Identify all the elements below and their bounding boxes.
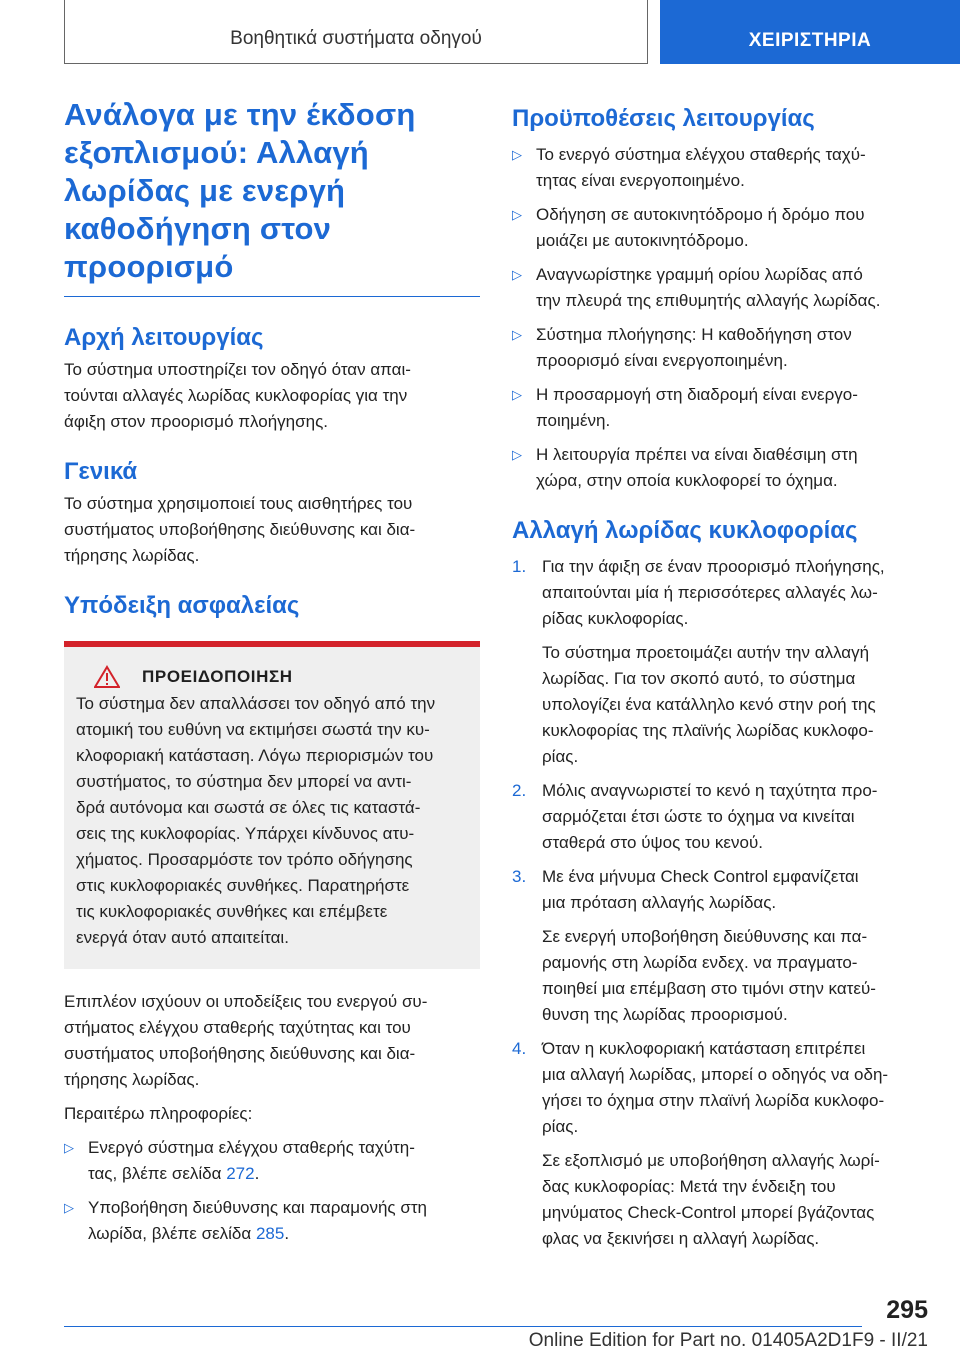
warning-text: [76, 691, 468, 951]
text-line: κυκλοφορίας της πλαϊνής λωρίδας κυκλοφο-: [542, 721, 874, 740]
header-chapter-tab[interactable]: ΧΕΙΡΙΣΤΗΡΙΑ: [660, 0, 960, 64]
step-paragraph: [542, 864, 876, 916]
step-paragraph: [542, 778, 877, 856]
step-number: 3.: [512, 867, 527, 886]
list-item: [512, 382, 928, 434]
heading-lane-change: Αλλαγή λωρίδας κυκλοφορίας: [512, 517, 858, 544]
step-paragraph: [542, 1036, 888, 1140]
title-line: λωρίδας με ενεργή: [64, 173, 346, 208]
footer-edition: Online Edition for Part no. 01405A2D1F9 - II/21: [528, 1330, 928, 1351]
text-line: δρά αυτόνομα και σωστά σε όλες τις καταστά-: [76, 798, 421, 817]
text-line: κλοφοριακή κατάσταση. Λόγω περιορισμών του: [76, 746, 434, 765]
list-item: [64, 1135, 480, 1187]
heading-principle: Αρχή λειτουργίας: [64, 324, 264, 351]
text-line: Μόλις αναγνωριστεί το κενό η ταχύτητα προ-: [542, 781, 878, 800]
text-punct: .: [254, 1164, 260, 1183]
text-line: υπολογίζει ένα κατάλληλο κενό στην ροή της: [542, 695, 876, 714]
title-line: εξοπλισμού: Αλλαγή: [64, 135, 369, 170]
reference-text: [88, 1195, 427, 1247]
left-column: [64, 96, 480, 1247]
reference-text: [88, 1135, 415, 1187]
text-line: τούνται αλλαγές λωρίδας κυκλοφορίας για την: [64, 386, 408, 405]
text-line: ρίας.: [542, 1117, 579, 1136]
text-line: Οδήγηση σε αυτοκινητόδρομο ή δρόμο που: [536, 205, 865, 224]
step-paragraph: [542, 554, 885, 632]
title-divider: [64, 296, 480, 297]
text-line: Σε ενεργή υποβοήθηση διεύθυνσης και πα-: [542, 927, 868, 946]
heading-prerequisites: Προϋποθέσεις λειτουργίας: [512, 105, 815, 132]
prerequisite-text: [536, 442, 858, 494]
text-line: Το σύστημα χρησιμοποιεί τους αισθητήρες του: [64, 494, 413, 513]
text-line: μια αλλαγή λωρίδας, μπορεί ο οδηγός να οδη-: [542, 1065, 889, 1084]
text-line: χώρα, στην οποία κυκλοφορεί το όχημα.: [536, 471, 838, 490]
text-line: Το ενεργό σύστημα ελέγχου σταθερής ταχύ-: [536, 145, 866, 164]
warning-title: ΠΡΟΕΙΔΟΠΟΙΗΣΗ: [142, 667, 293, 686]
text-line: ρίας.: [542, 747, 579, 766]
text-line: τήρησης λωρίδας.: [64, 1070, 200, 1089]
triangle-bullet-icon: ▷: [512, 147, 522, 162]
list-item: [512, 322, 928, 374]
text-line: ποιημένη.: [536, 411, 611, 430]
text-line: ατομική του ευθύνη να εκτιμήσει σωστά την κυ-: [76, 720, 430, 739]
page-link-285[interactable]: 285: [255, 1224, 285, 1243]
text-line: Το σύστημα προετοιμάζει αυτήν την αλλαγή: [542, 643, 870, 662]
step-number: 2.: [512, 781, 527, 800]
principle-text: [64, 357, 480, 435]
triangle-bullet-icon: ▷: [512, 267, 522, 282]
triangle-bullet-icon: ▷: [512, 207, 522, 222]
extra-notes-text: [64, 989, 480, 1093]
text-line: χήματος. Προσαρμόστε τον τρόπο οδήγησης: [76, 850, 413, 869]
reference-list: [64, 1135, 480, 1247]
text-line: τας, βλέπε σελίδα: [88, 1164, 227, 1183]
prerequisite-text: [536, 142, 866, 194]
page-number: 295: [886, 1296, 928, 1324]
text-line: Όταν η κυκλοφοριακή κατάσταση επιτρέπει: [542, 1039, 866, 1058]
text-line: ραμονής στη λωρίδα ενδεχ. να πραγματο-: [542, 953, 858, 972]
list-item: [512, 142, 928, 194]
text-line: Επιπλέον ισχύουν οι υποδείξεις του ενεργού συ-: [64, 992, 428, 1011]
text-line: άφιξη στον προορισμό πλοήγησης.: [64, 412, 328, 431]
step-number: 1.: [512, 557, 527, 576]
text-line: ποιηθεί μια επέμβαση στο τιμόνι στην κατεύ-: [542, 979, 876, 998]
text-line: μια πρόταση αλλαγής λωρίδας.: [542, 893, 777, 912]
text-line: στήματος ελέγχου σταθερής ταχύτητας και του: [64, 1018, 411, 1037]
step-paragraph: [542, 1148, 888, 1252]
step-body: [542, 778, 877, 856]
warning-box: [64, 641, 480, 969]
list-item: [512, 202, 928, 254]
text-line: φλας να ξεκινήσει η αλλαγή λωρίδας.: [542, 1229, 820, 1248]
section-principle: [64, 323, 480, 435]
step-number: 4.: [512, 1039, 527, 1058]
text-line: Σύστημα πλοήγησης: Η καθοδήγηση στον: [536, 325, 852, 344]
page-header: [0, 0, 960, 66]
text-line: Για την άφιξη σε έναν προορισμό πλοήγησης,: [542, 557, 885, 576]
heading-general: Γενικά: [64, 458, 138, 485]
list-item: [512, 442, 928, 494]
text-line: δας κυκλοφορίας: Μετά την ένδειξη του: [542, 1177, 836, 1196]
page-title: [64, 96, 480, 286]
heading-safety: Υπόδειξη ασφαλείας: [64, 592, 300, 619]
triangle-bullet-icon: ▷: [512, 387, 522, 402]
title-line: προορισμό: [64, 249, 234, 284]
text-line: Αναγνωρίστηκε γραμμή ορίου λωρίδας από: [536, 265, 863, 284]
text-punct: .: [284, 1224, 290, 1243]
header-section-title: Βοηθητικά συστήματα οδηγού: [230, 28, 482, 49]
step-body: [542, 864, 876, 1028]
text-line: απαιτούνται μία ή περισσότερες αλλαγές λω-: [542, 583, 878, 602]
text-line: Υποβοήθηση διεύθυνσης και παραμονής στη: [88, 1198, 427, 1217]
step-item: [512, 554, 928, 770]
text-line: Με ένα μήνυμα Check Control εμφανίζεται: [542, 867, 859, 886]
lane-change-steps: [512, 554, 928, 1252]
more-info-label: Περαιτέρω πληροφορίες:: [64, 1104, 253, 1123]
step-body: [542, 554, 885, 770]
text-line: την πλευρά της επιθυμητής αλλαγής λωρίδας.: [536, 291, 881, 310]
text-line: σεις της κυκλοφορίας. Υπάρχει κίνδυνος ατυ-: [76, 824, 415, 843]
text-line: τις κυκλοφοριακές συνθήκες και επέμβετε: [76, 902, 388, 921]
section-general: [64, 457, 480, 569]
text-line: γήσει το όχημα στην πλαϊνή λωρίδα κυκλοφο-: [542, 1091, 885, 1110]
text-line: ενεργά όταν αυτό απαιτείται.: [76, 928, 289, 947]
prerequisite-text: [536, 382, 858, 434]
section-safety: [64, 591, 480, 969]
text-line: τητας είναι ενεργοποιημένο.: [536, 171, 745, 190]
triangle-bullet-icon: ▷: [512, 447, 522, 462]
text-line: προορισμό είναι ενεργοποιημένη.: [536, 351, 788, 370]
text-line: θυνση της λωρίδας προορισμού.: [542, 1005, 788, 1024]
text-line: μοιάζει με αυτοκινητόδρομο.: [536, 231, 749, 250]
title-line: Ανάλογα με την έκδοση: [64, 97, 416, 132]
prerequisite-text: [536, 322, 852, 374]
header-section-box: [64, 0, 648, 64]
text-line: Το σύστημα υποστηρίζει τον οδηγό όταν απαι-: [64, 360, 411, 379]
text-line: Σε εξοπλισμό με υποβοήθηση αλλαγής λωρί-: [542, 1151, 880, 1170]
right-column: [512, 96, 928, 1252]
warning-header: [76, 665, 468, 689]
text-line: Ενεργό σύστημα ελέγχου σταθερής ταχύτη-: [88, 1138, 415, 1157]
step-item: [512, 1036, 928, 1252]
footer-divider: [64, 1326, 862, 1327]
text-line: τήρησης λωρίδας.: [64, 546, 200, 565]
text-line: σαρμόζεται έτσι ώστε το όχημα να κινείται: [542, 807, 855, 826]
text-line: ρίδας κυκλοφορίας.: [542, 609, 689, 628]
step-paragraph: [542, 924, 876, 1028]
step-body: [542, 1036, 888, 1252]
text-line: συστήματος, το σύστημα δεν μπορεί να αντι-: [76, 772, 412, 791]
text-line: Η λειτουργία πρέπει να είναι διαθέσιμη στη: [536, 445, 858, 464]
prerequisite-text: [536, 202, 865, 254]
text-line: Η προσαρμογή στη διαδρομή είναι ενεργο-: [536, 385, 858, 404]
title-line: καθοδήγηση στον: [64, 211, 332, 246]
text-line: στις κυκλοφοριακές συνθήκες. Παρατηρήστε: [76, 876, 410, 895]
triangle-bullet-icon: ▷: [64, 1140, 74, 1155]
step-paragraph: [542, 640, 885, 770]
text-line: συστήματος υποβοήθησης διεύθυνσης και δια-: [64, 1044, 416, 1063]
general-text: [64, 491, 480, 569]
prerequisite-text: [536, 262, 880, 314]
triangle-bullet-icon: ▷: [512, 327, 522, 342]
text-line: μηνύματος Check-Control μπορεί βγάζοντας: [542, 1203, 875, 1222]
text-line: συστήματος υποβοήθησης διεύθυνσης και δια-: [64, 520, 416, 539]
list-item: [64, 1195, 480, 1247]
prerequisites-list: [512, 142, 928, 494]
step-item: [512, 864, 928, 1028]
text-line: λωρίδα, βλέπε σελίδα: [88, 1224, 256, 1243]
text-line: σταθερά στο ύψος του κενού.: [542, 833, 763, 852]
list-item: [512, 262, 928, 314]
page-link-272[interactable]: 272: [226, 1164, 255, 1183]
text-line: λωρίδας. Για τον σκοπό αυτό, το σύστημα: [542, 669, 856, 688]
warning-triangle-icon: [94, 665, 120, 689]
text-line: Το σύστημα δεν απαλλάσσει τον οδηγό από την: [76, 694, 436, 713]
step-item: [512, 778, 928, 856]
triangle-bullet-icon: ▷: [64, 1200, 74, 1215]
